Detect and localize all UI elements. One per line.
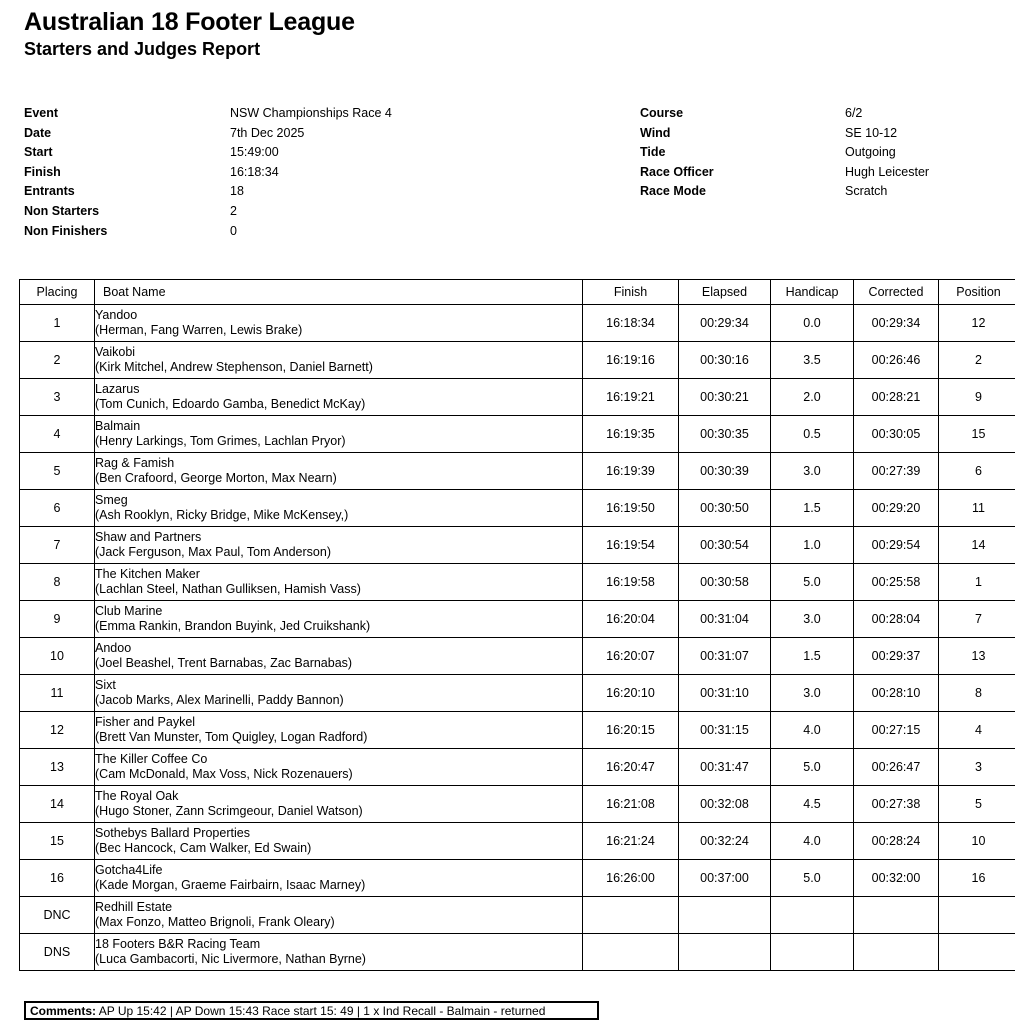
cell-corrected xyxy=(854,934,939,971)
cell-handicap: 3.0 xyxy=(771,675,854,712)
cell-elapsed: 00:29:34 xyxy=(679,305,771,342)
cell-finish: 16:20:47 xyxy=(583,749,679,786)
boat-name: The Killer Coffee Co xyxy=(95,751,208,766)
comments-box xyxy=(24,1001,599,1020)
cell-boat-name xyxy=(95,564,583,601)
table-row[interactable] xyxy=(20,860,1015,897)
cell-elapsed: 00:30:39 xyxy=(679,453,771,490)
cell-corrected xyxy=(854,897,939,934)
meta-row xyxy=(24,222,584,242)
cell-position: 13 xyxy=(939,638,1015,675)
boat-name: Sixt xyxy=(95,677,116,692)
cell-position: 7 xyxy=(939,601,1015,638)
boat-crew: (Ash Rooklyn, Ricky Bridge, Mike McKensey,) xyxy=(95,508,349,522)
boat-crew: (Hugo Stoner, Zann Scrimgeour, Daniel Watson) xyxy=(95,804,363,818)
boat-crew: (Cam McDonald, Max Voss, Nick Rozenauers) xyxy=(95,767,353,781)
cell-placing: 14 xyxy=(20,786,95,823)
cell-boat-name xyxy=(95,453,583,490)
table-row[interactable] xyxy=(20,823,1015,860)
cell-finish xyxy=(583,897,679,934)
table-header-row xyxy=(20,280,1015,305)
meta-label: Entrants xyxy=(24,184,75,199)
cell-elapsed: 00:31:10 xyxy=(679,675,771,712)
meta-value: SE 10-12 xyxy=(845,125,898,140)
cell-position: 14 xyxy=(939,527,1015,564)
cell-corrected: 00:32:00 xyxy=(854,860,939,897)
cell-corrected: 00:27:39 xyxy=(854,453,939,490)
boat-crew: (Kade Morgan, Graeme Fairbairn, Isaac Marney) xyxy=(95,878,366,892)
cell-placing: DNS xyxy=(20,934,95,971)
cell-handicap: 3.0 xyxy=(771,453,854,490)
cell-boat-name xyxy=(95,675,583,712)
meta-label: Wind xyxy=(640,125,671,140)
cell-placing: 1 xyxy=(20,305,95,342)
meta-value: 0 xyxy=(230,223,237,238)
cell-finish: 16:19:54 xyxy=(583,527,679,564)
boat-name: 18 Footers B&R Racing Team xyxy=(95,936,261,951)
meta-row xyxy=(24,182,584,202)
cell-corrected: 00:26:47 xyxy=(854,749,939,786)
cell-finish: 16:20:07 xyxy=(583,638,679,675)
meta-value: 16:18:34 xyxy=(230,164,279,179)
cell-boat-name xyxy=(95,860,583,897)
table-row[interactable] xyxy=(20,786,1015,823)
boat-crew: (Jacob Marks, Alex Marinelli, Paddy Bannon) xyxy=(95,693,344,707)
meta-label: Finish xyxy=(24,164,61,179)
column-header-position: Position xyxy=(939,280,1015,305)
boat-crew: (Henry Larkings, Tom Grimes, Lachlan Pryor) xyxy=(95,434,346,448)
cell-boat-name xyxy=(95,749,583,786)
boat-crew: (Max Fonzo, Matteo Brignoli, Frank Oleary) xyxy=(95,915,335,929)
table-row[interactable] xyxy=(20,601,1015,638)
meta-row xyxy=(640,143,1010,163)
cell-position: 2 xyxy=(939,342,1015,379)
cell-placing: 11 xyxy=(20,675,95,712)
table-row[interactable] xyxy=(20,675,1015,712)
cell-elapsed: 00:31:47 xyxy=(679,749,771,786)
boat-crew: (Emma Rankin, Brandon Buyink, Jed Cruikshank) xyxy=(95,619,371,633)
table-row[interactable] xyxy=(20,897,1015,934)
cell-elapsed xyxy=(679,934,771,971)
cell-boat-name xyxy=(95,527,583,564)
cell-position: 9 xyxy=(939,379,1015,416)
meta-label: Race Officer xyxy=(640,164,714,179)
cell-finish: 16:19:50 xyxy=(583,490,679,527)
cell-placing: 8 xyxy=(20,564,95,601)
cell-handicap: 2.0 xyxy=(771,379,854,416)
cell-boat-name xyxy=(95,934,583,971)
cell-position: 1 xyxy=(939,564,1015,601)
cell-boat-name xyxy=(95,379,583,416)
cell-placing: 2 xyxy=(20,342,95,379)
meta-row xyxy=(640,104,1010,124)
boat-name: Sothebys Ballard Properties xyxy=(95,825,250,840)
cell-corrected: 00:28:24 xyxy=(854,823,939,860)
boat-name: The Royal Oak xyxy=(95,788,179,803)
cell-placing: 4 xyxy=(20,416,95,453)
meta-row xyxy=(640,163,1010,183)
cell-boat-name xyxy=(95,897,583,934)
cell-boat-name xyxy=(95,416,583,453)
cell-corrected: 00:28:21 xyxy=(854,379,939,416)
cell-corrected: 00:25:58 xyxy=(854,564,939,601)
cell-finish xyxy=(583,934,679,971)
meta-value: NSW Championships Race 4 xyxy=(230,106,392,120)
meta-row xyxy=(24,124,584,144)
meta-value: 2 xyxy=(230,203,237,218)
meta-row xyxy=(24,104,584,124)
cell-corrected: 00:29:34 xyxy=(854,305,939,342)
cell-position: 5 xyxy=(939,786,1015,823)
cell-handicap: 4.5 xyxy=(771,786,854,823)
results-table-wrapper xyxy=(19,279,1001,971)
boat-name: Vaikobi xyxy=(95,344,136,359)
boat-crew: (Ben Crafoord, George Morton, Max Nearn) xyxy=(95,471,337,485)
cell-corrected: 00:27:15 xyxy=(854,712,939,749)
cell-position: 10 xyxy=(939,823,1015,860)
cell-boat-name xyxy=(95,712,583,749)
cell-elapsed: 00:37:00 xyxy=(679,860,771,897)
boat-name: Yandoo xyxy=(95,307,138,322)
cell-corrected: 00:29:20 xyxy=(854,490,939,527)
meta-value: 6/2 xyxy=(845,106,863,120)
cell-corrected: 00:29:37 xyxy=(854,638,939,675)
cell-boat-name xyxy=(95,601,583,638)
meta-value: Hugh Leicester xyxy=(845,164,930,179)
boat-name: Lazarus xyxy=(95,381,140,396)
cell-finish: 16:20:10 xyxy=(583,675,679,712)
results-table-body xyxy=(20,305,1015,971)
boat-name: Balmain xyxy=(95,418,141,433)
cell-finish: 16:19:39 xyxy=(583,453,679,490)
cell-position: 15 xyxy=(939,416,1015,453)
cell-boat-name xyxy=(95,786,583,823)
meta-value: Outgoing xyxy=(845,145,896,160)
meta-value: 18 xyxy=(230,184,244,199)
cell-elapsed: 00:30:35 xyxy=(679,416,771,453)
cell-placing: 9 xyxy=(20,601,95,638)
cell-placing: 7 xyxy=(20,527,95,564)
column-header-handicap: Handicap xyxy=(771,280,854,305)
meta-label: Course xyxy=(640,106,684,120)
cell-handicap: 4.0 xyxy=(771,712,854,749)
race-meta-left-column xyxy=(24,104,584,241)
cell-elapsed: 00:30:50 xyxy=(679,490,771,527)
page-subtitle: Starters and Judges Report xyxy=(24,39,261,59)
table-row[interactable] xyxy=(20,564,1015,601)
meta-row xyxy=(640,182,1010,202)
cell-finish: 16:19:21 xyxy=(583,379,679,416)
cell-position: 11 xyxy=(939,490,1015,527)
cell-position: 6 xyxy=(939,453,1015,490)
boat-name: Shaw and Partners xyxy=(95,529,202,544)
cell-handicap: 5.0 xyxy=(771,749,854,786)
boat-name: Redhill Estate xyxy=(95,899,173,914)
cell-elapsed: 00:30:16 xyxy=(679,342,771,379)
meta-label: Race Mode xyxy=(640,184,706,199)
cell-corrected: 00:30:05 xyxy=(854,416,939,453)
cell-elapsed: 00:32:24 xyxy=(679,823,771,860)
column-header-placing: Placing xyxy=(20,280,95,305)
table-row[interactable] xyxy=(20,934,1015,971)
table-row[interactable] xyxy=(20,712,1015,749)
cell-position: 12 xyxy=(939,305,1015,342)
cell-placing: 15 xyxy=(20,823,95,860)
meta-row xyxy=(24,163,584,183)
cell-placing: 3 xyxy=(20,379,95,416)
cell-handicap: 4.0 xyxy=(771,823,854,860)
meta-label: Start xyxy=(24,145,53,160)
table-row[interactable] xyxy=(20,416,1015,453)
boat-crew: (Kirk Mitchel, Andrew Stephenson, Daniel Barnett) xyxy=(95,360,373,374)
cell-handicap: 0.0 xyxy=(771,305,854,342)
comments-text: AP Up 15:42 | AP Down 15:43 Race start 15: 49 | 1 x Ind Recall - Balmain - returned xyxy=(96,1004,546,1018)
boat-name: Andoo xyxy=(95,640,132,655)
table-row[interactable] xyxy=(20,638,1015,675)
table-row[interactable] xyxy=(20,379,1015,416)
page-title: Australian 18 Footer League xyxy=(24,8,355,36)
table-row[interactable] xyxy=(20,453,1015,490)
boat-name: Gotcha4Life xyxy=(95,862,163,877)
boat-crew: (Luca Gambacorti, Nic Livermore, Nathan Byrne) xyxy=(95,952,366,966)
cell-finish: 16:21:08 xyxy=(583,786,679,823)
cell-placing: 16 xyxy=(20,860,95,897)
boat-name: Rag & Famish xyxy=(95,455,175,470)
cell-elapsed xyxy=(679,897,771,934)
cell-finish: 16:20:15 xyxy=(583,712,679,749)
cell-placing: 5 xyxy=(20,453,95,490)
cell-handicap: 0.5 xyxy=(771,416,854,453)
boat-crew: (Brett Van Munster, Tom Quigley, Logan Radford) xyxy=(95,730,368,744)
cell-elapsed: 00:30:58 xyxy=(679,564,771,601)
race-meta-right-column xyxy=(640,104,1010,202)
cell-finish: 16:21:24 xyxy=(583,823,679,860)
cell-handicap: 3.5 xyxy=(771,342,854,379)
cell-boat-name xyxy=(95,823,583,860)
meta-row xyxy=(24,202,584,222)
cell-handicap: 1.0 xyxy=(771,527,854,564)
cell-elapsed: 00:31:15 xyxy=(679,712,771,749)
cell-placing: DNC xyxy=(20,897,95,934)
cell-elapsed: 00:31:04 xyxy=(679,601,771,638)
boat-crew: (Tom Cunich, Edoardo Gamba, Benedict McKay) xyxy=(95,397,366,411)
meta-value: 7th Dec 2025 xyxy=(230,125,305,140)
column-header-finish: Finish xyxy=(583,280,679,305)
meta-value: Scratch xyxy=(845,184,888,199)
cell-corrected: 00:29:54 xyxy=(854,527,939,564)
cell-handicap: 3.0 xyxy=(771,601,854,638)
cell-elapsed: 00:31:07 xyxy=(679,638,771,675)
cell-finish: 16:19:35 xyxy=(583,416,679,453)
table-row[interactable] xyxy=(20,490,1015,527)
cell-placing: 12 xyxy=(20,712,95,749)
cell-corrected: 00:28:10 xyxy=(854,675,939,712)
cell-position: 16 xyxy=(939,860,1015,897)
meta-row xyxy=(640,124,1010,144)
meta-value: 15:49:00 xyxy=(230,145,279,160)
boat-crew: (Lachlan Steel, Nathan Gulliksen, Hamish Vass) xyxy=(95,582,361,596)
boat-name: The Kitchen Maker xyxy=(95,566,200,581)
boat-crew: (Bec Hancock, Cam Walker, Ed Swain) xyxy=(95,841,312,855)
table-row[interactable] xyxy=(20,305,1015,342)
cell-handicap: 5.0 xyxy=(771,564,854,601)
results-table-head xyxy=(20,280,1015,305)
cell-corrected: 00:28:04 xyxy=(854,601,939,638)
meta-label: Non Starters xyxy=(24,203,100,218)
meta-label: Non Finishers xyxy=(24,223,108,238)
cell-finish: 16:18:34 xyxy=(583,305,679,342)
results-table xyxy=(19,279,1015,971)
column-header-elapsed: Elapsed xyxy=(679,280,771,305)
boat-crew: (Joel Beashel, Trent Barnabas, Zac Barnabas) xyxy=(95,656,353,670)
comments-label: Comments: xyxy=(30,1004,97,1018)
cell-boat-name xyxy=(95,490,583,527)
meta-label: Date xyxy=(24,125,52,140)
cell-elapsed: 00:30:21 xyxy=(679,379,771,416)
boat-name: Fisher and Paykel xyxy=(95,714,196,729)
boat-crew: (Jack Ferguson, Max Paul, Tom Anderson) xyxy=(95,545,331,559)
cell-boat-name xyxy=(95,305,583,342)
boat-name: Club Marine xyxy=(95,603,163,618)
cell-position: 3 xyxy=(939,749,1015,786)
meta-label: Event xyxy=(24,106,59,120)
cell-finish: 16:26:00 xyxy=(583,860,679,897)
column-header-corrected: Corrected xyxy=(854,280,939,305)
meta-row xyxy=(24,143,584,163)
cell-position xyxy=(939,934,1015,971)
cell-position xyxy=(939,897,1015,934)
cell-boat-name xyxy=(95,342,583,379)
cell-elapsed: 00:32:08 xyxy=(679,786,771,823)
table-row[interactable] xyxy=(20,342,1015,379)
cell-corrected: 00:26:46 xyxy=(854,342,939,379)
cell-elapsed: 00:30:54 xyxy=(679,527,771,564)
cell-corrected: 00:27:38 xyxy=(854,786,939,823)
title-block xyxy=(24,8,355,60)
cell-boat-name xyxy=(95,638,583,675)
cell-placing: 10 xyxy=(20,638,95,675)
cell-handicap: 1.5 xyxy=(771,638,854,675)
cell-finish: 16:19:16 xyxy=(583,342,679,379)
cell-placing: 13 xyxy=(20,749,95,786)
meta-label: Tide xyxy=(640,145,666,160)
boat-name: Smeg xyxy=(95,492,128,507)
cell-finish: 16:19:58 xyxy=(583,564,679,601)
cell-handicap: 5.0 xyxy=(771,860,854,897)
column-header-boat-name: Boat Name xyxy=(95,280,583,305)
table-row[interactable] xyxy=(20,749,1015,786)
cell-position: 4 xyxy=(939,712,1015,749)
cell-position: 8 xyxy=(939,675,1015,712)
cell-finish: 16:20:04 xyxy=(583,601,679,638)
table-row[interactable] xyxy=(20,527,1015,564)
cell-handicap: 1.5 xyxy=(771,490,854,527)
cell-handicap xyxy=(771,897,854,934)
cell-handicap xyxy=(771,934,854,971)
cell-placing: 6 xyxy=(20,490,95,527)
boat-crew: (Herman, Fang Warren, Lewis Brake) xyxy=(95,323,303,337)
